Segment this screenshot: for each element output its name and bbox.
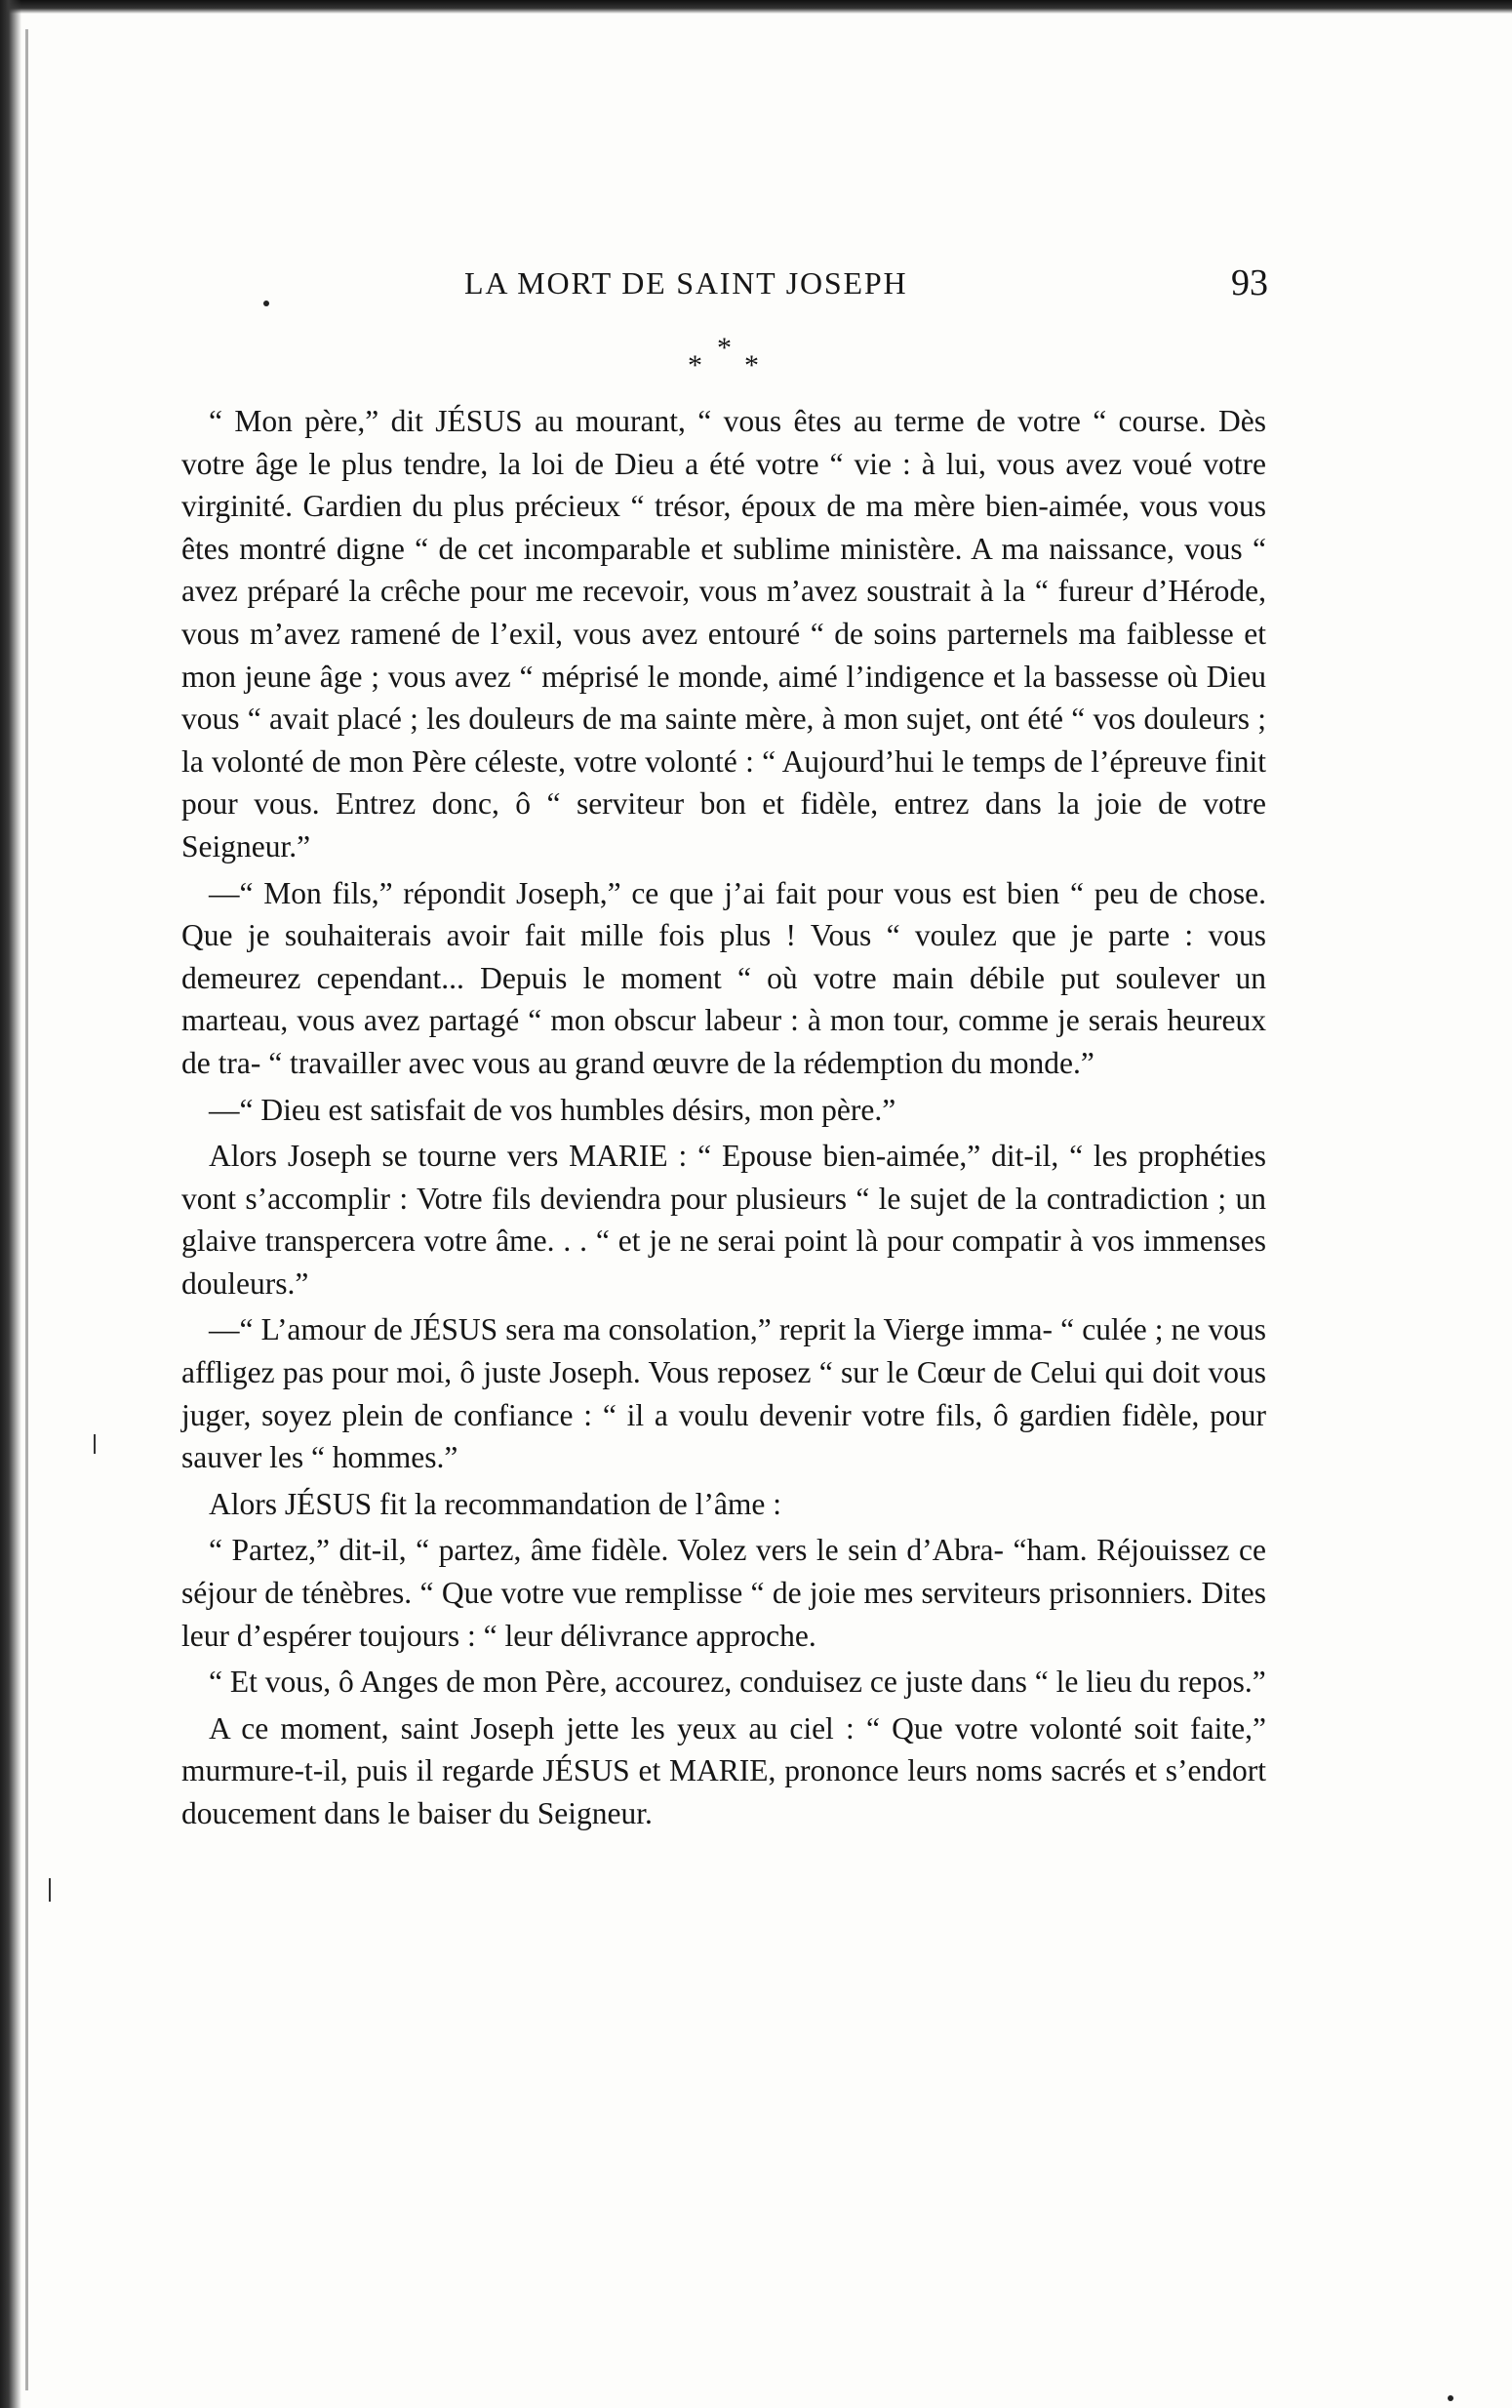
asterism-star: * — [744, 349, 759, 381]
section-asterism — [683, 332, 771, 390]
stray-dot-bottom — [1448, 2395, 1453, 2401]
scan-binding-line — [25, 29, 28, 2390]
body-text — [181, 400, 1266, 1839]
paragraph: —“ Mon fils,” répondit Joseph,” ce que j’ai fait pour vous est bien “ peu de chose. Que je souhaiterais avoir fait mille fois plus ! Vous “ voulez que je parte : vous demeurez cependant... Depuis le moment “ où votre main débile put soulever un marteau, vous avez partagé “ mon obscur labeur : à mon tour, comme je serais heureux de tra- “ travailler avec vous au grand œuvre de la rédemption du monde.” — [181, 875, 1266, 1080]
margin-mark — [49, 1878, 51, 1902]
paragraph: A ce moment, saint Joseph jette les yeux au ciel : “ Que votre volonté soit faite,” murmure-t-il, puis il regarde JÉSUS et MARIE, prononce leurs noms sacrés et s’endort doucement dans le baiser du Seigneur. — [181, 1710, 1266, 1830]
asterism-star: * — [717, 332, 732, 364]
asterism-star: * — [688, 349, 702, 381]
paragraph: “ Mon père,” dit JÉSUS au mourant, “ vous êtes au terme de votre “ course. Dès votre âge le plus tendre, la loi de Dieu a été votre “ vie : à lui, vous avez voué votre virginité. Gardien du plus précieux “ trésor, époux de ma mère bien-aimée, vous vous êtes montré digne “ de cet incomparable et sublime ministère. A ma naissance, vous “ avez préparé la crêche pour me recevoir, vous m’avez soustrait à la “ fureur d’Hérode, vous m’avez ramené de l’exil, vous avez entouré “ de soins parternels ma faiblesse et mon jeune âge ; vous avez “ méprisé le monde, aimé l’indigence et la bassesse où Dieu vous “ avait placé ; les douleurs de ma sainte mère, à mon sujet, ont été “ vos douleurs ; la volonté de mon Père céleste, votre volonté : “ Aujourd’hui le temps de l’épreuve finit pour vous. Entrez donc, ô “ serviteur bon et fidèle, entrez dans la joie de votre Seigneur.” — [181, 404, 1266, 863]
paragraph: “ Et vous, ô Anges de mon Père, accourez, conduisez ce juste dans “ le lieu du repos.” — [209, 1665, 1266, 1700]
paragraph: Alors JÉSUS fit la recommandation de l’âme : — [209, 1486, 781, 1521]
paragraph: —“ L’amour de JÉSUS sera ma consolation,” reprit la Vierge imma- “ culée ; ne vous affligez pas pour moi, ô juste Joseph. Vous reposez “ sur le Cœur de Celui qui doit vous juger, soyez plein de confiance : “ il a voulu devenir votre fils, ô gardien fidèle, pour sauver les “ hommes.” — [181, 1312, 1266, 1475]
stray-dot-header — [263, 301, 269, 306]
paragraph: “ Partez,” dit-il, “ partez, âme fidèle. Volez vers le sein d’Abra- “ham. Réjouissez ce séjour de ténèbres. “ Que votre vue remplisse “ de joie mes serviteurs prisonniers. Dites leur d’espérer toujours : “ leur délivrance approche. — [181, 1533, 1266, 1653]
scan-top-edge — [0, 0, 1512, 14]
page-number: 93 — [1231, 262, 1268, 303]
paragraph: —“ Dieu est satisfait de vos humbles désirs, mon père.” — [209, 1092, 896, 1127]
paragraph: Alors Joseph se tourne vers MARIE : “ Epouse bien-aimée,” dit-il, “ les prophéties vont s’accomplir : Votre fils deviendra pour plusieurs “ le sujet de la contradiction ; un glaive transpercera votre âme. . . “ et je ne serai point là pour compatir à vos immenses douleurs.” — [181, 1139, 1266, 1301]
margin-mark — [94, 1434, 96, 1454]
running-title: LA MORT DE SAINT JOSEPH — [464, 265, 908, 301]
scan-binding-shadow — [0, 0, 21, 2408]
page-header — [464, 262, 1268, 314]
